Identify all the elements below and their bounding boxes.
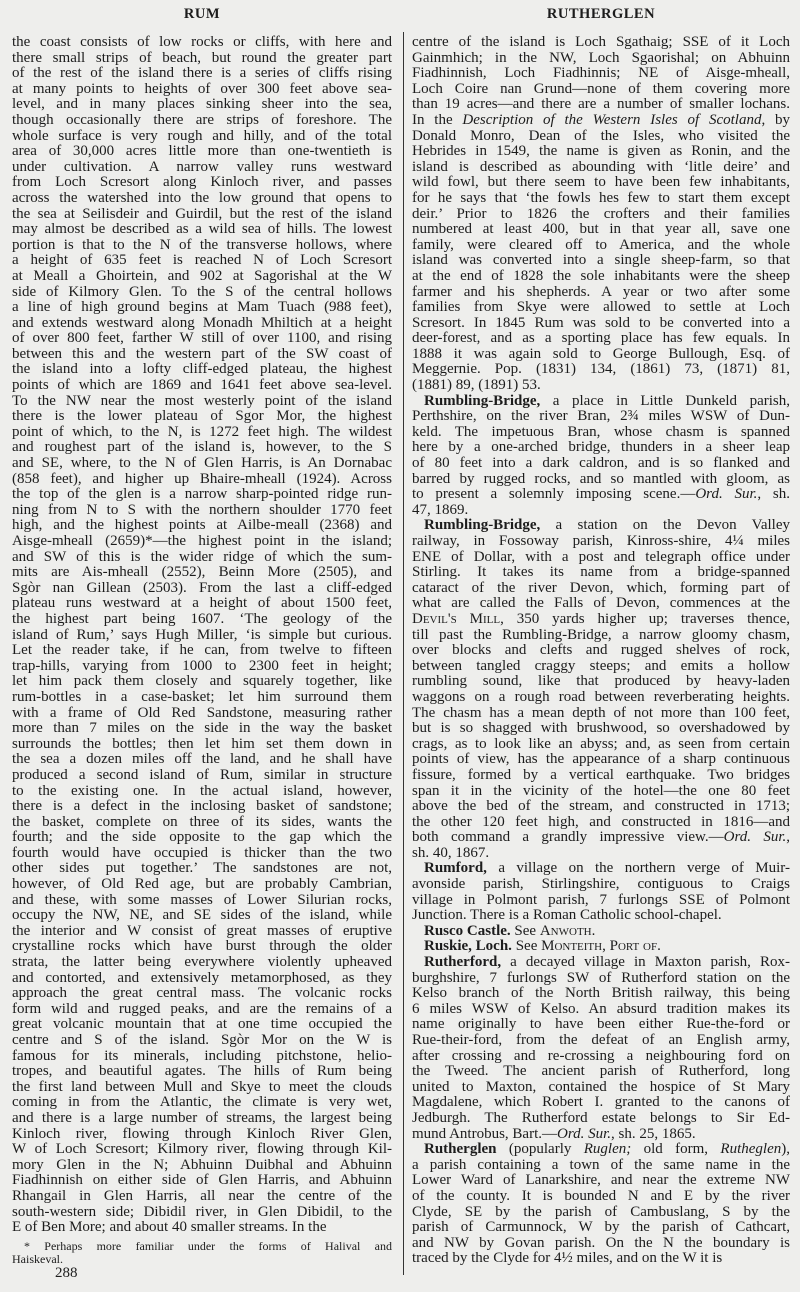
italic-text: Description of the Western Isles of Scotland — [462, 111, 762, 128]
text-line: Aisge-mheall (2659)*—the highest point in the island; — [12, 533, 392, 549]
cross-reference: Anwoth. — [539, 922, 596, 939]
text-line: south-western side; Dibidil river, in Glen Dibidil, to the — [12, 1203, 392, 1220]
text-line: ENE of Dollar, with a post and telegraph office under — [412, 548, 790, 565]
text-line: Jedburgh. The Rutherford estate belongs to Sir Ed- — [412, 1109, 790, 1126]
text-line: and these, with some masses of Lower Silurian rocks, — [12, 891, 392, 908]
text-line: 1888 it was again sold to George Bullough, Esq. of — [412, 345, 790, 362]
text-line: the first land between Mull and Skye to meet the clouds — [12, 1078, 392, 1095]
text-line: more than 7 miles on the side in the way the basket — [12, 720, 392, 737]
text-line: the highest part being 1607. ‘The geology of the — [12, 610, 392, 627]
gazetteer-entry — [412, 1142, 790, 1267]
text-line: there is the lower plateau of Sgor Mor, the highest — [12, 408, 392, 425]
text-line: Lower Ward of Lanarkshire, and near the extreme NW — [412, 1172, 790, 1189]
gazetteer-entry — [412, 861, 790, 923]
page-number: 288 — [55, 1265, 78, 1281]
text-line: burghshire, 7 furlongs SW of Rutherford station on the — [412, 969, 790, 986]
text-line: 6 miles WSW of Kelso. An absurd tradition makes its — [412, 1000, 790, 1017]
text-line — [412, 861, 790, 877]
text-line: let him pack them closely and squarely together, like — [12, 673, 392, 690]
text-segment: a place in Little Dunkeld parish, — [540, 392, 790, 409]
text-line: Fiadhinnish on either side of Glen Harris, and Abhuinn — [12, 1172, 392, 1189]
text-line: occupy the NW, NE, and SE sides of the island, while — [12, 907, 392, 924]
text-line: at Meall a Ghoirtein, and 902 at Sagorishal at the W — [12, 267, 392, 284]
text-line: island is described as abounding with ‘litle deire’ and — [412, 158, 790, 175]
text-line: here by a one-arched bridge, thunders in a sheer leap — [412, 439, 790, 456]
text-line: railway, in Fossoway parish, Kinross-shire, 4¼ miles — [412, 533, 790, 549]
text-line: famous for its minerals, including pitchstone, helio- — [12, 1047, 392, 1064]
text-line: (858 feet), and higher up Bhaire-mheall (1924). Across — [12, 470, 392, 487]
text-line: island of Rum,’ says Hugh Miller, ‘is simple but curious. — [12, 626, 392, 643]
text-line: though occasionally there are strips of foreshore. The — [12, 111, 392, 128]
text-line: between this and the western part of the SW coast of — [12, 345, 392, 362]
text-line: (1881) 89, (1891) 53. — [412, 377, 541, 394]
text-line: Magdalene, which Robert I. granted to the canons of — [412, 1094, 790, 1111]
text-line: however, of Old Red age, but are probably Cambrian, — [12, 876, 392, 893]
text-line: with a frame of Old Red Sandstone, measuring rather — [12, 704, 392, 721]
text-line: W of Loch Scresort; Kilmory river, flowing through Kil- — [12, 1141, 392, 1158]
text-line: wild fowl, but there seem to have been few inhabitants, — [412, 174, 790, 191]
text-line: traced by the Clyde for 4½ miles, and on the W it is — [412, 1250, 723, 1267]
text-line: families from Skye were allowed to settle at Loch — [412, 299, 790, 316]
gazetteer-entry — [412, 518, 790, 861]
text-line: area of 30,000 acres little more than one-twentieth is — [12, 143, 392, 160]
text-line: surrounds the bottles; then let him set them down in — [12, 735, 392, 752]
running-header-left: RUM — [183, 6, 221, 22]
text-line: from Loch Scresort along Kinloch river, and passes — [12, 174, 392, 191]
text-line: village in Polmont parish, 7 furlongs SSE of Polmont — [412, 891, 790, 908]
text-line: a line of high ground begins at Mam Tuach (988 feet), — [12, 299, 392, 316]
text-segment: (popularly — [496, 1141, 584, 1158]
gazetteer-entry — [412, 924, 790, 940]
text-line: point of which, to the N, is 1272 feet high. The wildest — [12, 423, 392, 440]
text-line: strata, the latter being everywhere violently upheaved — [12, 954, 392, 971]
text-line: keld. The impetuous Bran, whose chasm is spanned — [412, 423, 790, 440]
text-line: the top of the glen is a narrow sharp-pointed ridge run- — [12, 486, 392, 503]
text-line: the Tweed. The ancient parish of Rutherford, long — [412, 1063, 790, 1080]
text-line: side of Kilmory Glen. To the S of the central hollows — [12, 283, 392, 300]
text-line: E of Ben More; and about 40 smaller streams. In the — [12, 1219, 327, 1236]
italic-text: Ord. Sur. — [557, 1125, 612, 1142]
entry-headword: Ruskie, Loch. — [424, 938, 512, 955]
text-line — [412, 394, 790, 410]
text-line: the sea a dozen miles off the land, and he shall have — [12, 751, 392, 768]
text-line: and there is a large number of streams, the largest being — [12, 1109, 392, 1126]
text-line: and NW by Govan parish. On the N the boundary is — [412, 1234, 790, 1251]
text-line: the other 120 feet high, and constructed in 1816—and — [412, 813, 790, 830]
text-segment: , — [786, 829, 790, 846]
text-line: across the watershed into the low ground that opens to — [12, 189, 392, 206]
text-line: island was converted into a single sheep-farm, so that — [412, 252, 790, 269]
text-line: at the end of 1828 the sole inhabitants were the sheep — [412, 267, 790, 284]
text-line: level, and in many places sinking sheer into the sea, — [12, 96, 392, 113]
paragraph-continued — [412, 35, 790, 394]
text-segment: See — [510, 922, 540, 939]
text-line: The chasm has a mean depth of not more than 100 feet, — [412, 704, 790, 721]
text-line: deir.’ Prior to 1826 the crofters and their families — [412, 205, 790, 222]
text-line: Fiadhinnish, Loch Fiadhinnis; NE of Aisge-mheall, — [412, 65, 790, 82]
running-header-right: RUTHERGLEN — [546, 6, 656, 22]
text-segment: both command a grandly impressive view.— — [412, 829, 724, 846]
entry-headword: Rumford, — [424, 860, 487, 877]
text-line — [412, 939, 790, 955]
text-line: Rue-their-ford, from the defeat of an English army, — [412, 1032, 790, 1048]
text-line: plateau runs westward at a height of about 1500 feet, — [12, 595, 392, 612]
text-line: rumbling sound, like that produced by heavy-laden — [412, 673, 790, 690]
text-line — [412, 955, 790, 971]
italic-text: Rutheglen — [720, 1141, 782, 1158]
text-line — [412, 1127, 790, 1143]
text-line: waggons on a rough road between reverberating heights. — [412, 688, 790, 705]
text-line: a parish containing a town of the same name in the — [412, 1156, 790, 1173]
text-line: there is a defect in the inclosing basket of sandstone; — [12, 798, 392, 815]
text-line: Hebrides in 1549, the name is given as Ronin, and the — [412, 143, 790, 160]
text-line: above the bed of the stream, and constructed in 1713; — [412, 798, 790, 815]
text-segment: a decayed village in Maxton parish, Rox- — [501, 954, 790, 971]
entry-headword: Rusco Castle. — [424, 922, 511, 939]
text-line: and extends westward along Monadh Mhiltich at a height — [12, 314, 392, 331]
text-line: parish of Carmunnock, W by the parish of Cathcart, — [412, 1219, 790, 1236]
text-line: cataract of the river Devon, which, forming part of — [412, 579, 790, 596]
text-line: at many points to heights of over 300 feet above sea- — [12, 80, 392, 97]
text-segment: to present a solemnly imposing scene.— — [412, 486, 696, 503]
text-line — [412, 924, 790, 940]
text-line: Stirling. It takes its name from a bridge-spanned — [412, 564, 790, 581]
text-line: Junction. There is a Roman Catholic school-chapel. — [412, 907, 722, 924]
italic-text: Ord. Sur. — [695, 486, 758, 503]
text-line: Donald Monro, Dean of the Isles, who visited the — [412, 127, 790, 144]
paragraph-continued — [12, 35, 392, 1236]
text-line: after crossing and re-crossing a neighbouring ford on — [412, 1047, 790, 1064]
text-line: between tangled craggy steeps; and emits a hollow — [412, 657, 790, 674]
text-line: the sea at Seilisdeir and Guirdil, but the rest of the island — [12, 205, 392, 222]
text-segment: a village on the northern verge of Muir- — [486, 860, 790, 877]
text-line: Kelso branch of the North British railway, this being — [412, 985, 790, 1002]
footnote-line: Haiskeval. — [12, 1252, 63, 1266]
text-line: and contorted, and extensively metamorphosed, as they — [12, 969, 392, 986]
text-segment: , 350 yards higher up; traverses thence, — [500, 610, 790, 627]
text-line: family, were cleared off to America, and the whole — [412, 236, 790, 253]
text-line: of 80 feet into a dark caldron, and is so flanked and — [412, 455, 790, 472]
text-line: and roughest part of the island is, however, to the S — [12, 439, 392, 456]
text-line — [412, 612, 790, 628]
entry-headword: Rumbling-Bridge, — [424, 392, 541, 409]
text-line: avonside parish, Stirlingshire, contiguous to Craigs — [412, 876, 790, 893]
text-line: Scresort. In 1845 Rum was sold to be converted into a — [412, 314, 790, 331]
text-line: points of which are 1869 and 1641 feet above sea-level. — [12, 377, 392, 394]
text-line: over blocks and clefts and rugged shelves of rock, — [412, 642, 790, 659]
entry-headword: Rutherford, — [424, 954, 502, 971]
text-line: under cultivation. A narrow valley runs westward — [12, 158, 392, 175]
text-line: Rhangail in Glen Harris, all near the centre of the — [12, 1187, 392, 1204]
text-line: approach the great central mass. The volcanic rocks — [12, 985, 392, 1002]
italic-text: Ord. Sur. — [723, 829, 787, 846]
text-segment: In the — [412, 111, 463, 128]
text-line: of the rest of the island there is a series of cliffs rising — [12, 65, 392, 82]
text-segment: , by — [761, 111, 790, 128]
text-line: farmer and his shepherds. A year or two after some — [412, 283, 790, 300]
footnote-line: * Perhaps more familiar under the forms of Halival and — [24, 1239, 392, 1253]
text-line: to the existing one. In the actual island, however, — [12, 782, 392, 799]
text-segment: old form, — [631, 1141, 721, 1158]
text-line: trap-hills, varying from 1000 to 2300 feet in height; — [12, 657, 392, 674]
text-line: Gainmhich; in the NW, Loch Sgaorishal; on Abhuinn — [412, 49, 790, 66]
gazetteer-entry — [412, 939, 790, 955]
italic-text: Ruglen; — [583, 1141, 632, 1158]
footnote — [12, 1240, 392, 1266]
text-line: and SE, where, to the N of Glen Harris, is An Dornabac — [12, 455, 392, 472]
text-segment: , sh. 25, 1865. — [611, 1125, 696, 1142]
text-line: may almost be described as a wild sea of hills. The lowest — [12, 221, 392, 238]
text-line: whole surface is very rough and hilly, and of the total — [12, 127, 392, 144]
text-line: 47, 1869. — [412, 501, 469, 518]
text-line — [412, 113, 790, 129]
text-line: the basket, complete on three of its sides, wants the — [12, 813, 392, 830]
text-line: Meggernie. Pop. (1831) 134, (1861) 73, (1871) 81, — [412, 361, 790, 378]
gazetteer-entry — [412, 955, 790, 1142]
text-line: crystalline rocks which have burst through the older — [12, 938, 392, 955]
text-line: till past the Rumbling-Bridge, a narrow gloomy chasm, — [412, 626, 790, 643]
text-line — [412, 487, 790, 503]
cross-reference: Monteith, Port of. — [541, 938, 661, 955]
text-line: Let the reader take, if he can, from twelve to fifteen — [12, 642, 392, 659]
text-line: portion is that to the N of the transverse hollows, where — [12, 236, 392, 253]
text-line: sh. 40, 1867. — [412, 844, 490, 861]
text-line: and SW of this is the wider ridge of which the sum- — [12, 548, 392, 565]
text-line: numbered at least 400, but in that year all, save one — [412, 221, 790, 238]
text-line: mits are Ais-mheall (2552), Beinn More (2505), and — [12, 564, 392, 581]
text-line — [412, 1142, 790, 1158]
text-line: Kinloch river, flowing through Kinloch River Glen, — [12, 1125, 392, 1142]
text-line: fourth; and the side opposite to the gap which the — [12, 829, 392, 846]
text-line: but is so shagged with brushwood, so overshadowed by — [412, 720, 790, 737]
text-line: great volcanic mountain that at one time occupied the — [12, 1016, 392, 1033]
text-line: Sgòr nan Gillean (2503). From the last a cliff-edged — [12, 579, 392, 596]
text-line: produced a second island of Rum, similar in structure — [12, 766, 392, 783]
text-line: centre and S of the island. Sgòr Mor on the W is — [12, 1032, 392, 1048]
text-segment: See — [511, 938, 542, 955]
text-segment: mund Antrobus, Bart.— — [412, 1125, 557, 1142]
text-line — [412, 830, 790, 846]
text-line: fissure, formed by a vertical earthquake. Two bridges — [412, 766, 790, 783]
text-segment: a station on the Devon Valley — [540, 517, 790, 534]
text-line: tropes, and beautiful agates. The hills of Rum being — [12, 1063, 392, 1080]
text-line: Loch Coire nan Grund—none of them covering more — [412, 80, 790, 97]
text-line: united to Maxton, contained the hospice of St Mary — [412, 1078, 790, 1095]
text-segment: ), — [781, 1141, 790, 1158]
text-line: the island into a lofty cliff-edged plateau, the highest — [12, 361, 392, 378]
left-column — [12, 35, 392, 1236]
text-line: form wild and rugged peaks, and are the remains of a — [12, 1000, 392, 1017]
gazetteer-entry — [412, 394, 790, 519]
text-line: coming in from the Atlantic, the climate is very wet, — [12, 1094, 392, 1111]
entry-headword: Rutherglen — [424, 1141, 497, 1158]
text-line: ning from N to S with the northern shoulder 1770 feet — [12, 501, 392, 518]
text-line: barred by rugged rocks, and so mantled with gloom, as — [412, 470, 790, 487]
text-line: rum-bottles in a case-basket; let him surround them — [12, 688, 392, 705]
text-line: span it in the vicinity of the hotel—the one 80 feet — [412, 782, 790, 799]
text-line: of the county. It is bounded N and E by the river — [412, 1187, 790, 1204]
text-line: what are called the Falls of Devon, commences at the — [412, 595, 790, 612]
entry-headword: Rumbling-Bridge, — [424, 517, 541, 534]
text-line: name originally to have been either Rue-the-ford or — [412, 1016, 790, 1033]
text-line: centre of the island is Loch Sgathaig; SSE of it Loch — [412, 34, 790, 50]
text-line: than 19 acres—and there are a number of smaller lochans. — [412, 96, 790, 113]
text-line: Perthshire, on the river Bran, 2¾ miles WSW of Dun- — [412, 408, 790, 425]
cross-reference: Devil's Mill — [412, 610, 501, 627]
text-line: other sides put together.’ The sandstones are not, — [12, 860, 392, 877]
text-line: high, and the highest points at Ailbe-meall (2368) and — [12, 517, 392, 534]
text-line: crags, as to look like an abyss; and, as seen from certain — [412, 735, 790, 752]
right-column — [412, 35, 790, 1267]
text-line: a height of 635 feet is reached N of Loch Scresort — [12, 252, 392, 269]
text-line: the coast consists of low rocks or cliffs, with here and — [12, 34, 392, 50]
text-line — [412, 518, 790, 534]
text-line: there small strips of beach, but round the greater part — [12, 49, 392, 66]
text-segment: , sh. — [757, 486, 791, 503]
text-line: the interior and W consist of great masses of eruptive — [12, 922, 392, 939]
text-line: for he says that ‘the fowls hes few to start them except — [412, 189, 790, 206]
text-line: deer-forest, and as a sporting place has few equals. In — [412, 330, 790, 347]
text-line: To the NW near the most westerly point of the island — [12, 392, 392, 409]
text-line: mory Glen in the N; Abhuinn Duibhal and Abhuinn — [12, 1156, 392, 1173]
text-line: of over 800 feet, farther W still of over 1100, and rising — [12, 330, 392, 347]
text-line: fourth would have occupied is thicker than the two — [12, 844, 392, 861]
text-line: Clyde, SE by the parish of Cambuslang, S by the — [412, 1203, 790, 1220]
text-line: points of view, has the appearance of a sharp continuous — [412, 751, 790, 768]
column-divider — [403, 32, 404, 1275]
